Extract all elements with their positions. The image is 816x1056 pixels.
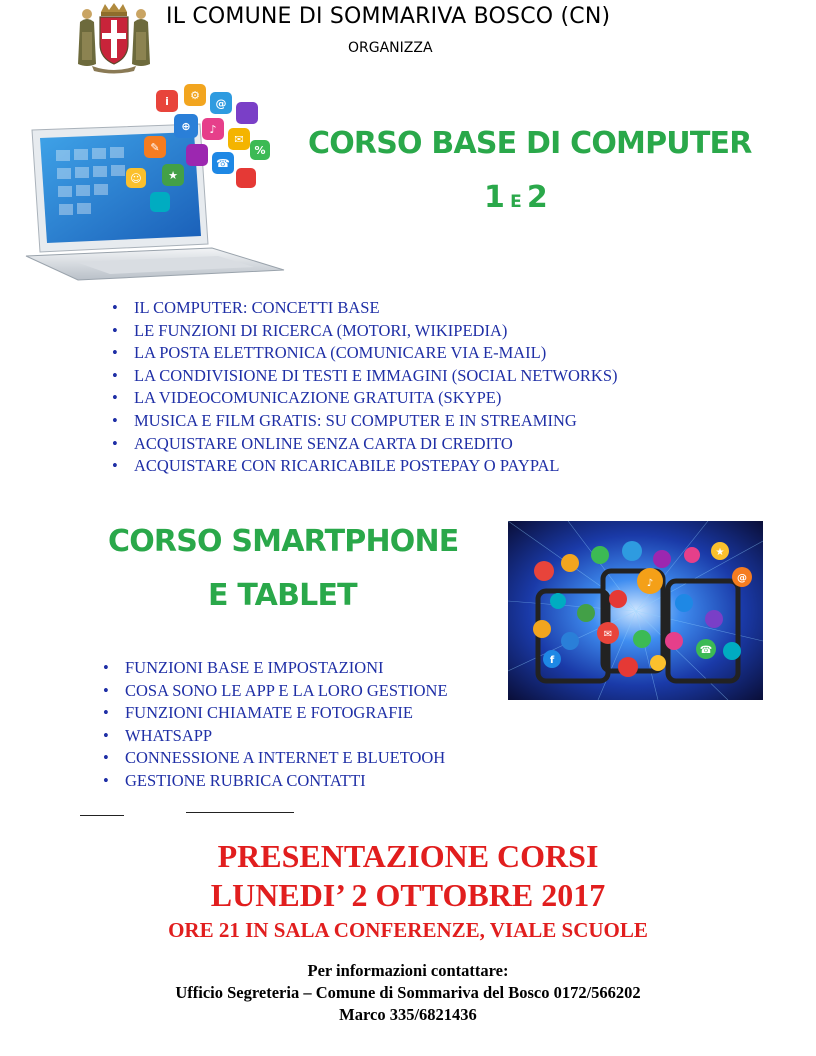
svg-text:♪: ♪ [646,578,654,589]
svg-text:@: @ [737,573,747,584]
list-item: • LA CONDIVISIONE DI TESTI E IMMAGINI (SOCIAL NETWORKS) [108,365,680,388]
svg-text:✉: ✉ [603,629,613,640]
list-item: • LE FUNZIONI DI RICERCA (MOTORI, WIKIPEDIA) [108,320,680,343]
list-item: • GESTIONE RUBRICA CONTATTI [99,770,519,793]
computer-topics-list [108,297,680,478]
svg-text:☎: ☎ [699,645,713,656]
level-separator: E [510,192,521,212]
list-item: • LA POSTA ELETTRONICA (COMUNICARE VIA E-MAIL) [108,342,680,365]
computer-course-title: CORSO BASE DI COMPUTER [308,126,752,161]
svg-text:✎: ✎ [150,141,160,154]
list-item: • WHATSAPP [99,725,519,748]
svg-text:@: @ [215,97,227,110]
contact-office: Ufficio Segreteria – Comune di Sommariva del Bosco 0172/566202 [175,983,641,1002]
smartphone-course-subtitle: E TABLET [208,578,357,613]
svg-text:★: ★ [715,547,725,558]
svg-text:★: ★ [168,169,178,182]
header-title: IL COMUNE DI SOMMARIVA BOSCO (CN) [166,4,611,29]
coat-of-arms-icon [74,2,154,74]
divider [186,812,294,813]
presentation-title: PRESENTAZIONE CORSI [217,838,599,874]
devices-with-app-icons-image [508,521,763,700]
svg-text:f: f [549,655,555,666]
computer-course-levels [484,180,547,215]
svg-text:i: i [165,95,169,108]
smartphone-course-title: CORSO SMARTPHONE [108,524,459,559]
list-item: • FUNZIONI BASE E IMPOSTAZIONI [99,657,519,680]
list-item: • CONNESSIONE A INTERNET E BLUETOOH [99,747,519,770]
contact-intro: Per informazioni contattare: [307,961,509,980]
list-item: • FUNZIONI CHIAMATE E FOTOGRAFIE [99,702,519,725]
list-item: • ACQUISTARE CON RICARICABILE POSTEPAY O PAYPAL [108,455,680,478]
svg-text:☺: ☺ [130,172,142,185]
level-b: 2 [526,180,547,215]
contact-person: Marco 335/6821436 [339,1005,477,1024]
svg-text:⊕: ⊕ [181,120,191,133]
svg-text:☎: ☎ [216,157,230,170]
svg-text:✉: ✉ [234,133,244,146]
list-item: • MUSICA E FILM GRATIS: SU COMPUTER E IN STREAMING [108,410,680,433]
level-a: 1 [484,180,505,215]
svg-text:⚙: ⚙ [190,89,200,102]
svg-text:♪: ♪ [209,123,217,136]
presentation-date: LUNEDI’ 2 OTTOBRE 2017 [210,877,606,913]
list-item: • LA VIDEOCOMUNICAZIONE GRATUITA (SKYPE) [108,387,680,410]
header-subtitle: ORGANIZZA [348,40,433,56]
divider [80,815,124,816]
svg-text:%: % [254,144,266,157]
smartphone-topics-list [99,657,519,793]
presentation-location: ORE 21 IN SALA CONFERENZE, VIALE SCUOLE [168,918,648,942]
list-item: • IL COMPUTER: CONCETTI BASE [108,297,680,320]
laptop-with-app-icons-image [22,84,292,284]
list-item: • COSA SONO LE APP E LA LORO GESTIONE [99,680,519,703]
list-item: • ACQUISTARE ONLINE SENZA CARTA DI CREDITO [108,433,680,456]
